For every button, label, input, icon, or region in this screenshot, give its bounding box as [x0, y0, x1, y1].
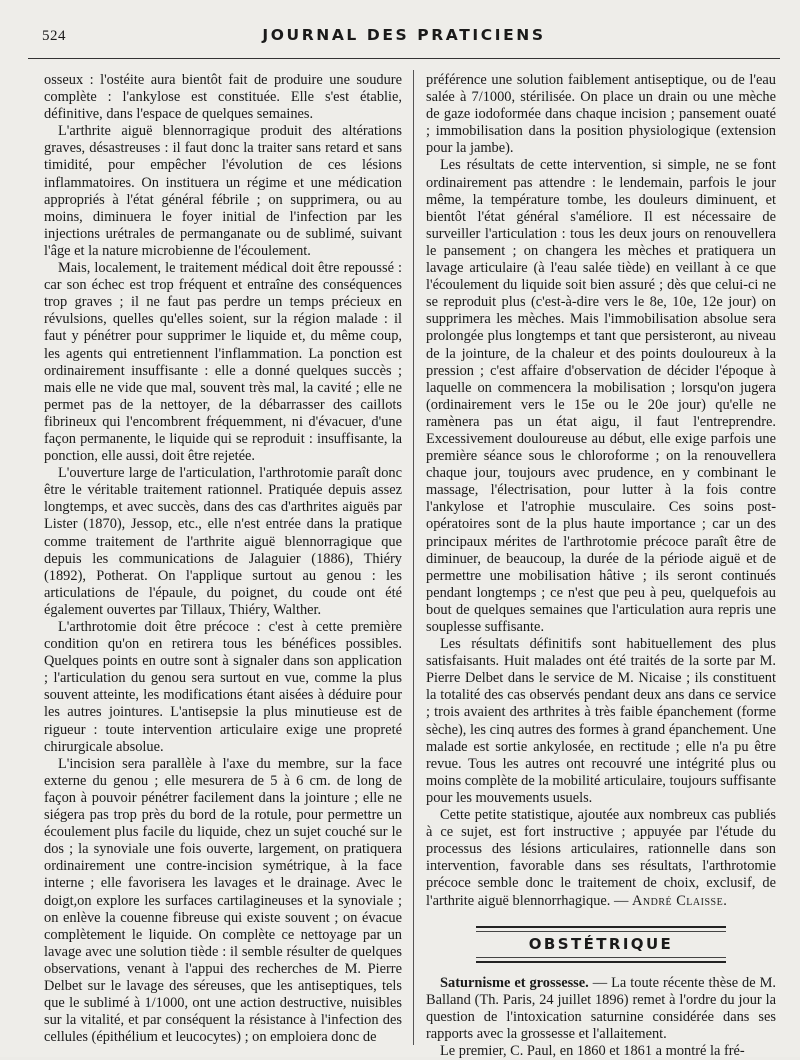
paragraph: [426, 807, 776, 910]
article-paragraph: Le premier, C. Paul, en 1860 et 1861 a montré la fré-: [440, 1043, 745, 1060]
paragraph: osseux : l'ostéite aura bientôt fait de produire une soudure complète : l'ankylose est constituée. Elle s'est établie, définitive, dans l'espace de quelques semaines.: [44, 72, 402, 123]
paragraph: préférence une solution faiblement antiseptique, ou de l'eau salée à 7/1000, stérilisée. On place un drain ou une mèche de gaze iodoformée dans chaque incision ; pansement ouaté ; immobilisation dans la position physiologique (extension pour la jambe).: [426, 72, 776, 157]
paragraph: Les résultats de cette intervention, si simple, ne se font ordinairement pas attendre : le lendemain, parfois le jour même, la température tombe, les douleurs diminuent, et bientôt l'état général s'améliore. Il est nécessaire de surveiller l'articulation : tous les deux jours on renouvellera le pansement ; on changera les mèches et pratiquera un lavage articulaire (à l'eau salée tiède) en veillant à ce que l'écoulement du liquide soit bien assuré ; dès que celui-ci ne se reproduit plus (c'est-à-dire vers le 8e, 10e, 12e jour) on supprimera les mèches. Mais l'immobilisation absolue sera prolongée plus longtemps et tant que persisteront, au niveau de la jointure, de la chaleur et des points douloureux à la pression ; c'est affaire d'observation de décider l'époque à laquelle on commencera la mobilisation ; lorsqu'on jugera (ordinairement vers le 15e ou le 20e jour) qu'elle ne ramènera pas un état aigu, il faut l'entreprendre. Excessivement douloureuse au début, elle exige parfois une première séance sous le chloroforme ; on la renouvellera chaque jour, toujours avec prudence, en y combinant le massage, l'électrisation, pour lutter à la fois contre l'ankylose et l'atrophie musculaire. Ces soins post-opératoires sont de la plus haute importance ; car un des principaux mérites de l'arthrotomie précoce paraît être de diminuer, de beaucoup, la durée de la période aiguë et de permettre une mobilisation hâtive ; ils seront continués pendant longtemps ; ce n'est que peu à peu, quelquefois au bout de quelques semaines que l'articulation aura repris une souplesse suffisante.: [426, 157, 776, 635]
article-text: — La toute récente thèse de M. Balland (Th. Paris, 24 juillet 1896) remet à l'ordre du jour la question de l'intoxication saturnine considérée dans ses rapports avec la grossesse et l'allaitement.: [426, 974, 777, 1042]
paragraph: L'arthrite aiguë blennorragique produit des altérations graves, désastreuses : il faut donc la traiter sans retard et sans timidité, pour empêcher l'évolution de ces lésions inflammatoires. On instituera un régime et une médication appropriés à l'état général fébrile ; on supprimera, ou au moins, diminuera le foyer initial de l'infection par les injections urétrales de permanganate ou de sublimé, suivant l'âge et la nature microbienne de l'écoulement.: [44, 123, 402, 259]
page-number: 524: [42, 28, 66, 44]
page-header: [28, 26, 780, 52]
author-signature: André Claisse.: [632, 892, 728, 909]
paragraph-text: Cette petite statistique, ajoutée aux nombreux cas publiés à ce sujet, est fort instructive ; appuyée par l'étude du processus des lésions articulaires, rationnelle dans son intervention, favorable dans ses résultats, l'arthrotomie précoce semble donc le traitement de choix, exclusif, de l'arthrite aiguë blennorrhagique. —: [426, 807, 776, 909]
paragraph: L'ouverture large de l'articulation, l'arthrotomie paraît donc être le véritable traitement rationnel. Pratiquée depuis assez longtemps, et avec succès, dans des cas d'arthrites aiguës par Lister (1870), Jessop, etc., elle n'est entrée dans la pratique comme traitement de l'arthrite aiguë blennorragique que depuis les communications de Jalaguier (1886), Thiéry (1892), Potherat. On l'applique surtout au genou : les articulations de l'épaule, du poignet, du coude ont été également ouvertes par Tillaux, Thiéry, Walther.: [44, 465, 402, 618]
right-column: [426, 72, 776, 1060]
section-heading: [476, 926, 726, 963]
paragraph: L'incision sera parallèle à l'axe du membre, sur la face externe du genou ; elle mesurera de 5 à 6 cm. de long de façon à pouvoir pénétrer facilement dans la jointure ; elle ne siégera pas trop près du bord de la rotule, pour permettre un écoulement plus facile du liquide, chez un sujet couché sur le dos ; la synoviale une fois ouverte, largement, on pratiquera ordinairement une contre-incision symétrique, à la face interne ; elle favorisera les lavages et le drainage. Avec le doigt,on explore les surfaces cartilagineuses et la synoviale ; on enlève la couenne fibreuse qui existe souvent ; on évacue complètement le liquide. On complète ce nettoyage par un lavage avec une solution tiède : il semble résulter de quelques observations, venant à l'appui des recherches de M. Pierre Delbet sur le lavage des séreuses, que les antiseptiques, tels que le sublimé à 1/1000, ont une action destructive, nuisibles sur la vitalité, et par conséquent la résistance à l'infection des cellules (épithélium et leucocytes) ; on emploiera donc de: [44, 755, 402, 1046]
left-column: [44, 72, 402, 1046]
article-paragraph: [426, 975, 776, 1043]
article-lead: Saturnisme et grossesse.: [440, 974, 589, 991]
section-title: OBSTÉTRIQUE: [476, 931, 726, 958]
paragraph: L'arthrotomie doit être précoce : c'est à cette première condition qu'on en retirera tous les bénéfices possibles. Quelques points en outre sont à signaler dans son application ; l'articulation du genou sera surtout en vue, comme la plus souvent atteinte, les modifications étant aisées à déduire pour les autres jointures. L'antisepsie la plus minutieuse est de rigueur : toute intervention articulaire exige une propreté chirurgicale absolue.: [44, 619, 402, 755]
paragraph: Les résultats définitifs sont habituellement des plus satisfaisants. Huit malades ont été traités de la sorte par M. Pierre Delbet dans le service de M. Nicaise ; ils constituent la totalité des cas observés pendant deux ans dans ce service ; trois avaient des arthrites à très faible épanchement (forme sèche), les cinq autres des formes à grand épanchement. Une malade est sortie ankylosée, en rectitude ; elle n'a pu être revue. Tous les autres ont recouvré une intégrité plus ou moins complète de la mobilité articulaire, toujours suffisante pour les mouvements usuels.: [426, 636, 776, 806]
paragraph: Mais, localement, le traitement médical doit être repoussé : car son échec est trop fréquent et entraîne des conséquences trop graves ; il ne faut pas perdre un temps précieux en révulsions, quelles qu'elles soient, sur la région malade : il faut y pénétrer pour supprimer le liquide et, du même coup, les agents qui entretiennent l'inflammation. La ponction est ordinairement insuffisante : elle a donné quelques succès ; mais elle ne vide que mal, souvent très mal, la cavité ; elle ne permet pas de la nettoyer, de la débarrasser des caillots fibrineux qui l'encombrent fréquemment, ni d'évacuer, d'une façon permanente, le liquide qui se reproduit : insuffisante, la ponction, elle aussi, doit être rejetée.: [44, 260, 402, 465]
column-divider: [413, 70, 414, 1045]
header-rule: [28, 58, 780, 59]
journal-title: JOURNAL DES PRATICIENS: [262, 26, 546, 44]
